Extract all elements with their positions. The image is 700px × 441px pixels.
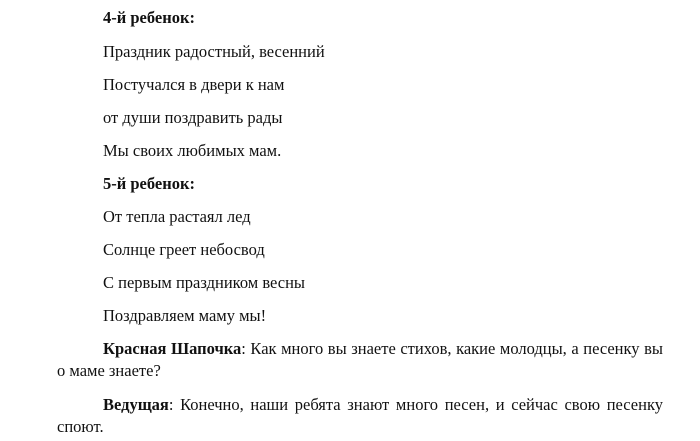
dialogue-text: : Конечно, наши ребята знают много песен, и сейчас свою песенку споют.: [57, 395, 663, 436]
verse-line: От тепла растаял лед: [103, 207, 251, 226]
dialogue-paragraph: [57, 394, 663, 438]
dialogue-text: : Как много вы знаете стихов, какие молодцы, а песенку вы о маме знаете?: [57, 339, 663, 380]
speaker-heading: 5-й ребенок:: [103, 174, 195, 193]
verse-line: С первым праздником весны: [103, 273, 306, 292]
verse-line: Солнце греет небосвод: [103, 240, 265, 259]
speaker-heading: 4-й ребенок:: [103, 8, 195, 27]
verse-line: Мы своих любимых мам.: [103, 141, 282, 160]
verse-line: от души поздравить рады: [103, 108, 283, 127]
dialogue-speaker: Красная Шапочка: [103, 339, 242, 358]
verse-line: Праздник радостный, весенний: [103, 42, 325, 61]
dialogue-paragraph: [57, 338, 663, 382]
verse-line: Постучался в двери к нам: [103, 75, 285, 94]
verse-line: Поздравляем маму мы!: [103, 306, 267, 325]
dialogue-speaker: Ведущая: [103, 395, 169, 414]
